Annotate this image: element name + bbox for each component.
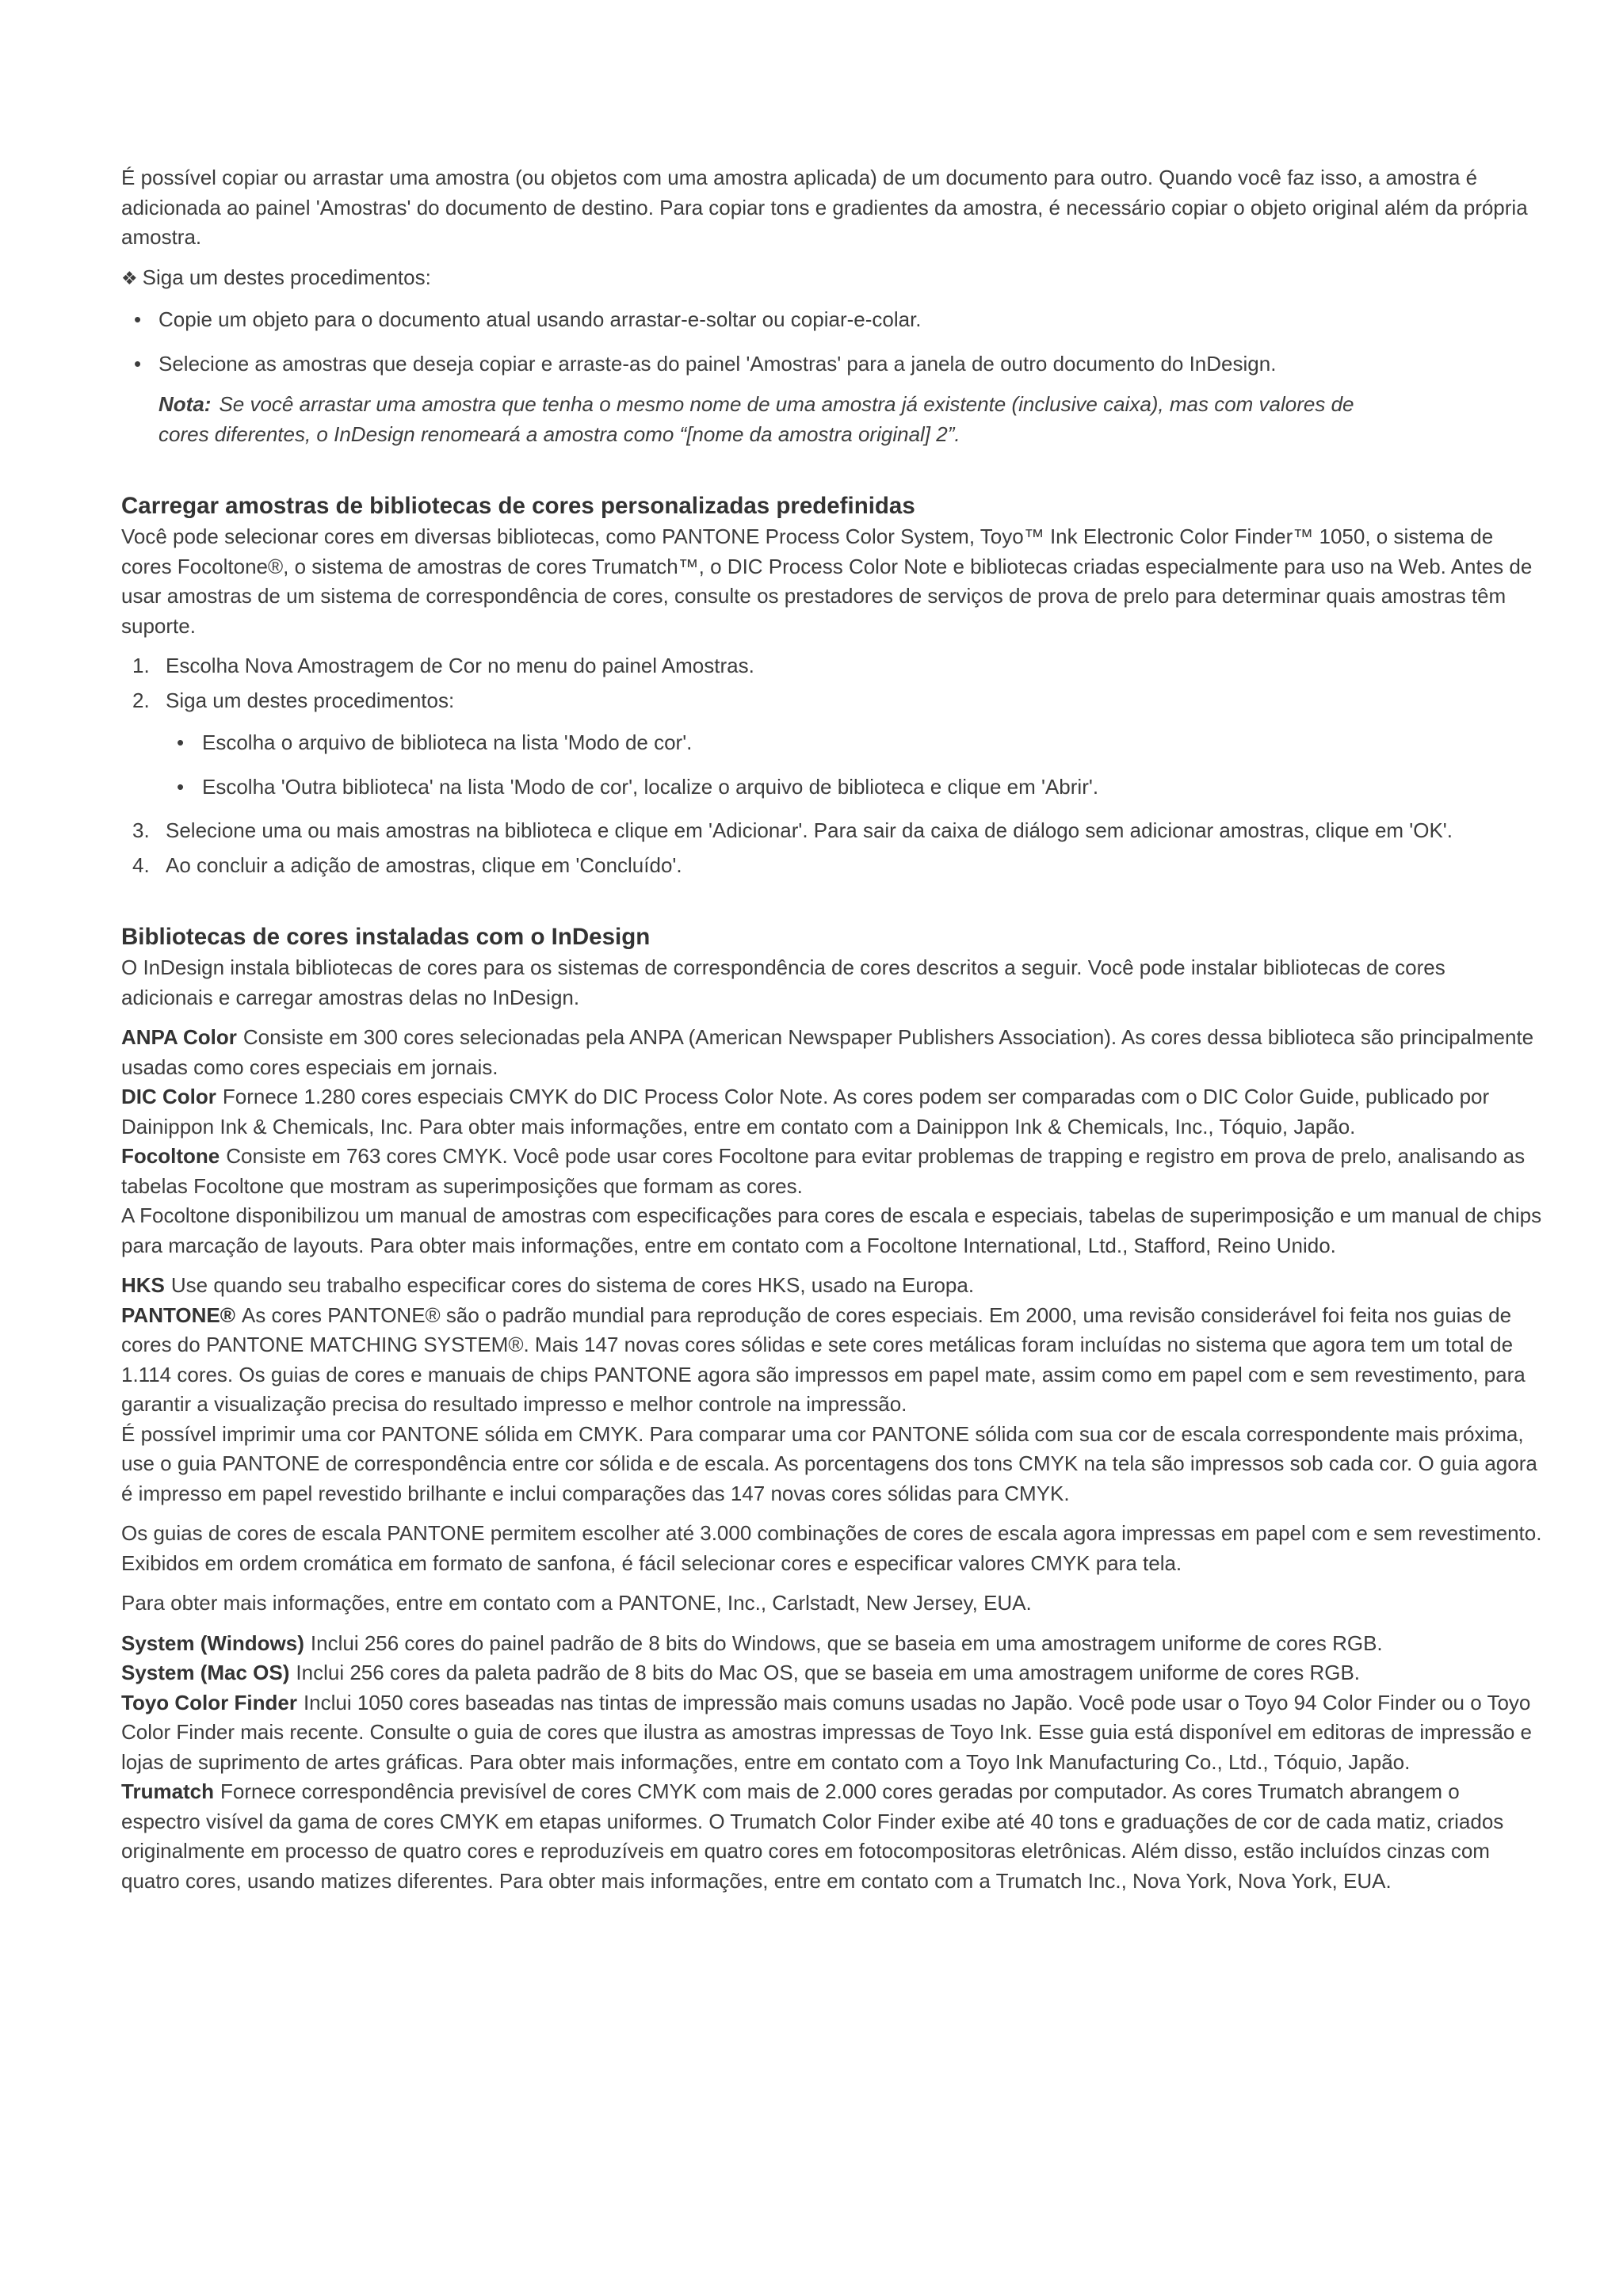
library-description: Inclui 256 cores da paleta padrão de 8 bits do Mac OS, que se baseia em uma amostragem uniforme de cores RGB.: [296, 1661, 1361, 1684]
library-description: Inclui 1050 cores baseadas nas tintas de impressão mais comuns usadas no Japão. Você pode usar o Toyo 94 Color Finder ou o Toyo Color Finder mais recente. Consulte o guia de cores que ilustra as amostras impressas de Toyo Ink. Esse guia está disponível em editoras de impressão e lojas de suprimento de artes gráficas. Para obter mais informações, entre em contato com a Toyo Ink Manufacturing Co., Ltd., Tóquio, Japão.: [121, 1690, 1532, 1774]
list-item: • Selecione as amostras que deseja copiar e arraste-as do painel 'Amostras' para a janela de outro documento do InDesign.: [121, 349, 1542, 379]
procedure-label: Siga um destes procedimentos:: [142, 265, 431, 289]
library-entry-hks: [121, 1271, 1542, 1301]
procedure-bullet-list: [121, 305, 1542, 379]
library-extra-paragraph: É possível imprimir uma cor PANTONE sólida em CMYK. Para comparar uma cor PANTONE sólida com sua cor de escala correspondente mais próxima, use o guia PANTONE de correspondência entre cor sólida e de escala. As porcentagens dos tons CMYK na tela são impressos sob cada cor. O guia agora é impresso em papel revestido brilhante e inclui comparações das 147 novas cores sólidas para CMYK.: [121, 1421, 1537, 1505]
library-term: DIC Color: [121, 1085, 216, 1108]
steps-list: [121, 651, 1542, 880]
step-number: 1.: [132, 654, 150, 677]
step-text: Siga um destes procedimentos:: [166, 688, 455, 712]
step-text: Escolha Nova Amostragem de Cor no menu do painel Amostras.: [166, 654, 754, 677]
step-item: [121, 851, 1542, 881]
section-installed-libraries: [121, 921, 1542, 1896]
library-extra-paragraph: A Focoltone disponibilizou um manual de amostras com especificações para cores de escala e especiais, tabelas de superimposição e um manual de chips para marcação de layouts. Para obter mais informações, entre em contato com a Focoltone International, Ltd., Stafford, Reino Unido.: [121, 1203, 1542, 1257]
step-item: [121, 686, 1542, 803]
library-entry-system-mac: [121, 1658, 1542, 1688]
library-description: Consiste em 763 cores CMYK. Você pode usar cores Focoltone para evitar problemas de trapping e registro em prova de prelo, analisando as tabelas Focoltone que mostram as superimposições que formam as cores.: [121, 1144, 1526, 1198]
list-item: • Copie um objeto para o documento atual usando arrastar-e-soltar ou copiar-e-colar.: [121, 305, 1542, 335]
procedure-line: [121, 263, 1542, 295]
library-entry-anpa: [121, 1023, 1542, 1082]
library-term: Focoltone: [121, 1144, 220, 1168]
library-entry-toyo: [121, 1688, 1542, 1778]
section-heading: Carregar amostras de bibliotecas de cores personalizadas predefinidas: [121, 493, 915, 519]
step-number: 3.: [132, 818, 150, 842]
note-label: Nota:: [158, 392, 212, 416]
section-load-libraries: [121, 490, 1542, 880]
library-term: System (Mac OS): [121, 1661, 290, 1684]
step-text: Ao concluir a adição de amostras, clique em 'Concluído'.: [166, 852, 682, 877]
list-item: • Escolha 'Outra biblioteca' na lista 'Modo de cor', localize o arquivo de biblioteca e clique em 'Abrir'.: [166, 772, 1542, 803]
library-term: ANPA Color: [121, 1025, 237, 1049]
intro-paragraph: É possível copiar ou arrastar uma amostra (ou objetos com uma amostra aplicada) de um documento para outro. Quando você faz isso, a amostra é adicionada ao painel 'Amostras' do documento de destino. Para copiar tons e gradientes da amostra, é necessário copiar o objeto original além da própria amostra.: [121, 166, 1528, 249]
library-description: Use quando seu trabalho especificar cores do sistema de cores HKS, usado na Europa.: [170, 1273, 975, 1297]
step-item: [121, 816, 1513, 846]
library-term: Trumatch: [121, 1779, 215, 1803]
library-term: PANTONE®: [121, 1302, 235, 1327]
note-paragraph: [121, 390, 1395, 449]
step-text: Selecione uma ou mais amostras na biblioteca e clique em 'Adicionar'. Para sair da caixa de diálogo sem adicionar amostras, clique em 'OK'.: [166, 818, 1453, 842]
library-description: As cores PANTONE® são o padrão mundial para reprodução de cores especiais. Em 2000, uma revisão considerável foi feita nos guias de cores do PANTONE MATCHING SYSTEM®. Mais 147 novas cores sólidas e sete cores metálicas foram incluídas no sistema que agora tem um total de 1.114 cores. Os guias de cores e manuais de chips PANTONE agora são impressos em papel mate, assim como em papel com e sem revestimento, para garantir a visualização precisa do resultado impresso e melhor controle na impressão.: [121, 1302, 1526, 1416]
note-text: Se você arrastar uma amostra que tenha o mesmo nome de uma amostra já existente (inclusive caixa), mas com valores de cores diferentes, o InDesign renomeará a amostra como “[nome da amostra original] 2”.: [158, 392, 1354, 446]
library-term: System (Windows): [121, 1630, 304, 1655]
library-description: Consiste em 300 cores selecionadas pela ANPA (American Newspaper Publishers Association). As cores dessa biblioteca são principalmente usadas como cores especiais em jornais.: [121, 1025, 1534, 1079]
library-entry-pantone: [121, 1301, 1542, 1420]
library-extra-paragraph: Os guias de cores de escala PANTONE permitem escolher até 3.000 combinações de cores de escala agora impressas em papel com e sem revestimento. Exibidos em ordem cromática em formato de sanfona, é fácil selecionar cores e especificar valores CMYK para tela.: [121, 1521, 1542, 1575]
diamond-bullet-icon: ❖: [121, 268, 138, 289]
section-intro: Você pode selecionar cores em diversas bibliotecas, como PANTONE Process Color System, Toyo™ Ink Electronic Color Finder™ 1050, o sistema de cores Focoltone®, o sistema de amostras de cores Trumatch™, o DIC Process Color Note e bibliotecas criadas especialmente para uso na Web. Antes de usar amostras de um sistema de correspondência de cores, consulte os prestadores de serviços de prova de prelo para determinar quais amostras têm suporte.: [121, 524, 1533, 638]
library-description: Fornece correspondência previsível de cores CMYK com mais de 2.000 cores geradas por computador. As cores Trumatch abrangem o espectro visível da gama de cores CMYK em etapas uniformes. O Trumatch Color Finder exibe até 40 tons e graduações de cor de cada matiz, criados originalmente em processo de quatro cores e reproduzíveis em quatro cores em fotocompositoras eletrônicas. Além disso, estão incluídos cinzas com quatro cores, usando matizes diferentes. Para obter mais informações, entre em contato com a Trumatch Inc., Nova York, Nova York, EUA.: [121, 1779, 1504, 1893]
step-number: 2.: [132, 688, 150, 712]
list-item: • Escolha o arquivo de biblioteca na lista 'Modo de cor'.: [166, 728, 1542, 758]
library-entry-trumatch: [121, 1777, 1542, 1896]
step-item: [121, 651, 1542, 681]
substep-list: [166, 728, 1542, 802]
library-entry-system-windows: [121, 1629, 1542, 1659]
library-term: Toyo Color Finder: [121, 1690, 297, 1714]
library-entry-focoltone: [121, 1142, 1542, 1201]
library-description: Fornece 1.280 cores especiais CMYK do DIC Process Color Note. As cores podem ser comparadas com o DIC Color Guide, publicado por Dainippon Ink & Chemicals, Inc. Para obter mais informações, entre em contato com a Dainippon Ink & Chemicals, Inc., Tóquio, Japão.: [121, 1085, 1490, 1138]
library-extra-paragraph: Para obter mais informações, entre em contato com a PANTONE, Inc., Carlstadt, New Jersey, EUA.: [121, 1591, 1032, 1615]
section-intro: O InDesign instala bibliotecas de cores para os sistemas de correspondência de cores descritos a seguir. Você pode instalar bibliotecas de cores adicionais e carregar amostras delas no InDesign.: [121, 955, 1445, 1009]
library-entry-dic: [121, 1082, 1542, 1142]
step-number: 4.: [132, 852, 150, 877]
library-description: Inclui 256 cores do painel padrão de 8 bits do Windows, que se baseia em uma amostragem uniforme de cores RGB.: [310, 1630, 1383, 1655]
section-heading: Bibliotecas de cores instaladas com o InDesign: [121, 924, 651, 950]
library-term: HKS: [121, 1273, 165, 1297]
